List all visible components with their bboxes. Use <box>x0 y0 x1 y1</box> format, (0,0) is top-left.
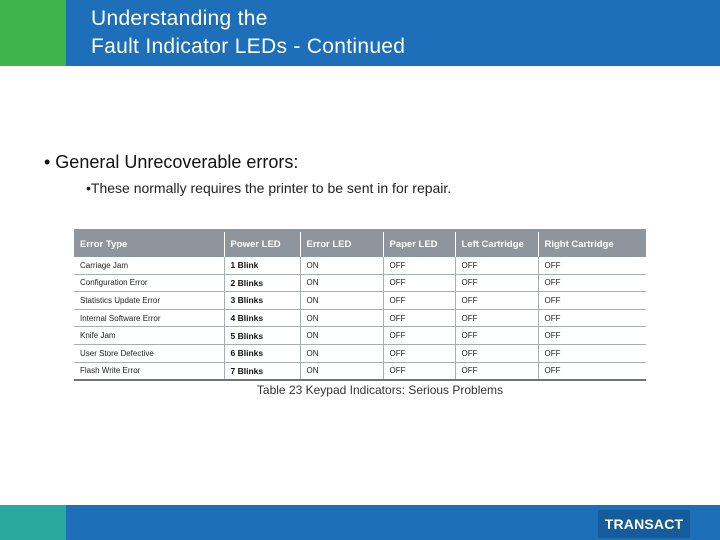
left-cartridge-cell: OFF <box>455 309 538 327</box>
power-led-cell: 6 Blinks <box>224 344 300 362</box>
paper-led-cell: OFF <box>383 274 455 292</box>
error-type-cell: Flash Write Error <box>74 362 224 380</box>
column-header: Left Cartridge <box>455 231 538 257</box>
paper-led-cell: OFF <box>383 344 455 362</box>
left-cartridge-cell: OFF <box>455 327 538 345</box>
error-type-cell: Statistics Update Error <box>74 292 224 310</box>
transact-logo: TRANSACT <box>598 510 690 538</box>
power-led-cell: 1 Blink <box>224 257 300 275</box>
power-led-cell: 2 Blinks <box>224 274 300 292</box>
error-led-cell: ON <box>300 292 383 310</box>
right-cartridge-cell: OFF <box>538 309 646 327</box>
keypad-indicator-table <box>74 229 646 381</box>
right-cartridge-cell: OFF <box>538 344 646 362</box>
power-led-cell: 4 Blinks <box>224 309 300 327</box>
left-cartridge-cell: OFF <box>455 292 538 310</box>
error-led-cell: ON <box>300 362 383 380</box>
footer-accent-block <box>0 505 66 540</box>
error-type-cell: Configuration Error <box>74 274 224 292</box>
paper-led-cell: OFF <box>383 309 455 327</box>
column-header: Power LED <box>224 231 300 257</box>
column-header: Right Cartridge <box>538 231 646 257</box>
error-type-cell: User Store Defective <box>74 344 224 362</box>
table-row <box>74 257 646 275</box>
bullet-sub: •These normally requires the printer to be sent in for repair. <box>86 180 452 196</box>
paper-led-cell: OFF <box>383 327 455 345</box>
table-row <box>74 362 646 380</box>
column-header: Error Type <box>74 231 224 257</box>
right-cartridge-cell: OFF <box>538 362 646 380</box>
paper-led-cell: OFF <box>383 292 455 310</box>
left-cartridge-cell: OFF <box>455 362 538 380</box>
left-cartridge-cell: OFF <box>455 274 538 292</box>
left-cartridge-cell: OFF <box>455 257 538 275</box>
table-header-row <box>74 231 646 257</box>
title-line-1: Understanding the <box>91 7 268 30</box>
power-led-cell: 7 Blinks <box>224 362 300 380</box>
column-header: Paper LED <box>383 231 455 257</box>
table-row <box>74 327 646 345</box>
keypad-indicator-table-figure <box>74 229 646 397</box>
left-cartridge-cell: OFF <box>455 344 538 362</box>
error-led-cell: ON <box>300 327 383 345</box>
title-line-2: Fault Indicator LEDs - Continued <box>91 35 406 58</box>
table-caption: Table 23 Keypad Indicators: Serious Problems <box>256 382 504 397</box>
right-cartridge-cell: OFF <box>538 327 646 345</box>
slide-title <box>91 5 405 61</box>
power-led-cell: 3 Blinks <box>224 292 300 310</box>
error-led-cell: ON <box>300 344 383 362</box>
table-row <box>74 292 646 310</box>
error-led-cell: ON <box>300 274 383 292</box>
right-cartridge-cell: OFF <box>538 292 646 310</box>
error-led-cell: ON <box>300 257 383 275</box>
error-led-cell: ON <box>300 309 383 327</box>
error-type-cell: Carriage Jam <box>74 257 224 275</box>
column-header: Error LED <box>300 231 383 257</box>
right-cartridge-cell: OFF <box>538 257 646 275</box>
error-type-cell: Knife Jam <box>74 327 224 345</box>
paper-led-cell: OFF <box>383 362 455 380</box>
table-row <box>74 344 646 362</box>
table-row <box>74 274 646 292</box>
right-cartridge-cell: OFF <box>538 274 646 292</box>
power-led-cell: 5 Blinks <box>224 327 300 345</box>
header-accent-block <box>0 0 66 66</box>
table-row <box>74 309 646 327</box>
paper-led-cell: OFF <box>383 257 455 275</box>
bullet-main: • General Unrecoverable errors: <box>44 152 299 172</box>
error-type-cell: Internal Software Error <box>74 309 224 327</box>
